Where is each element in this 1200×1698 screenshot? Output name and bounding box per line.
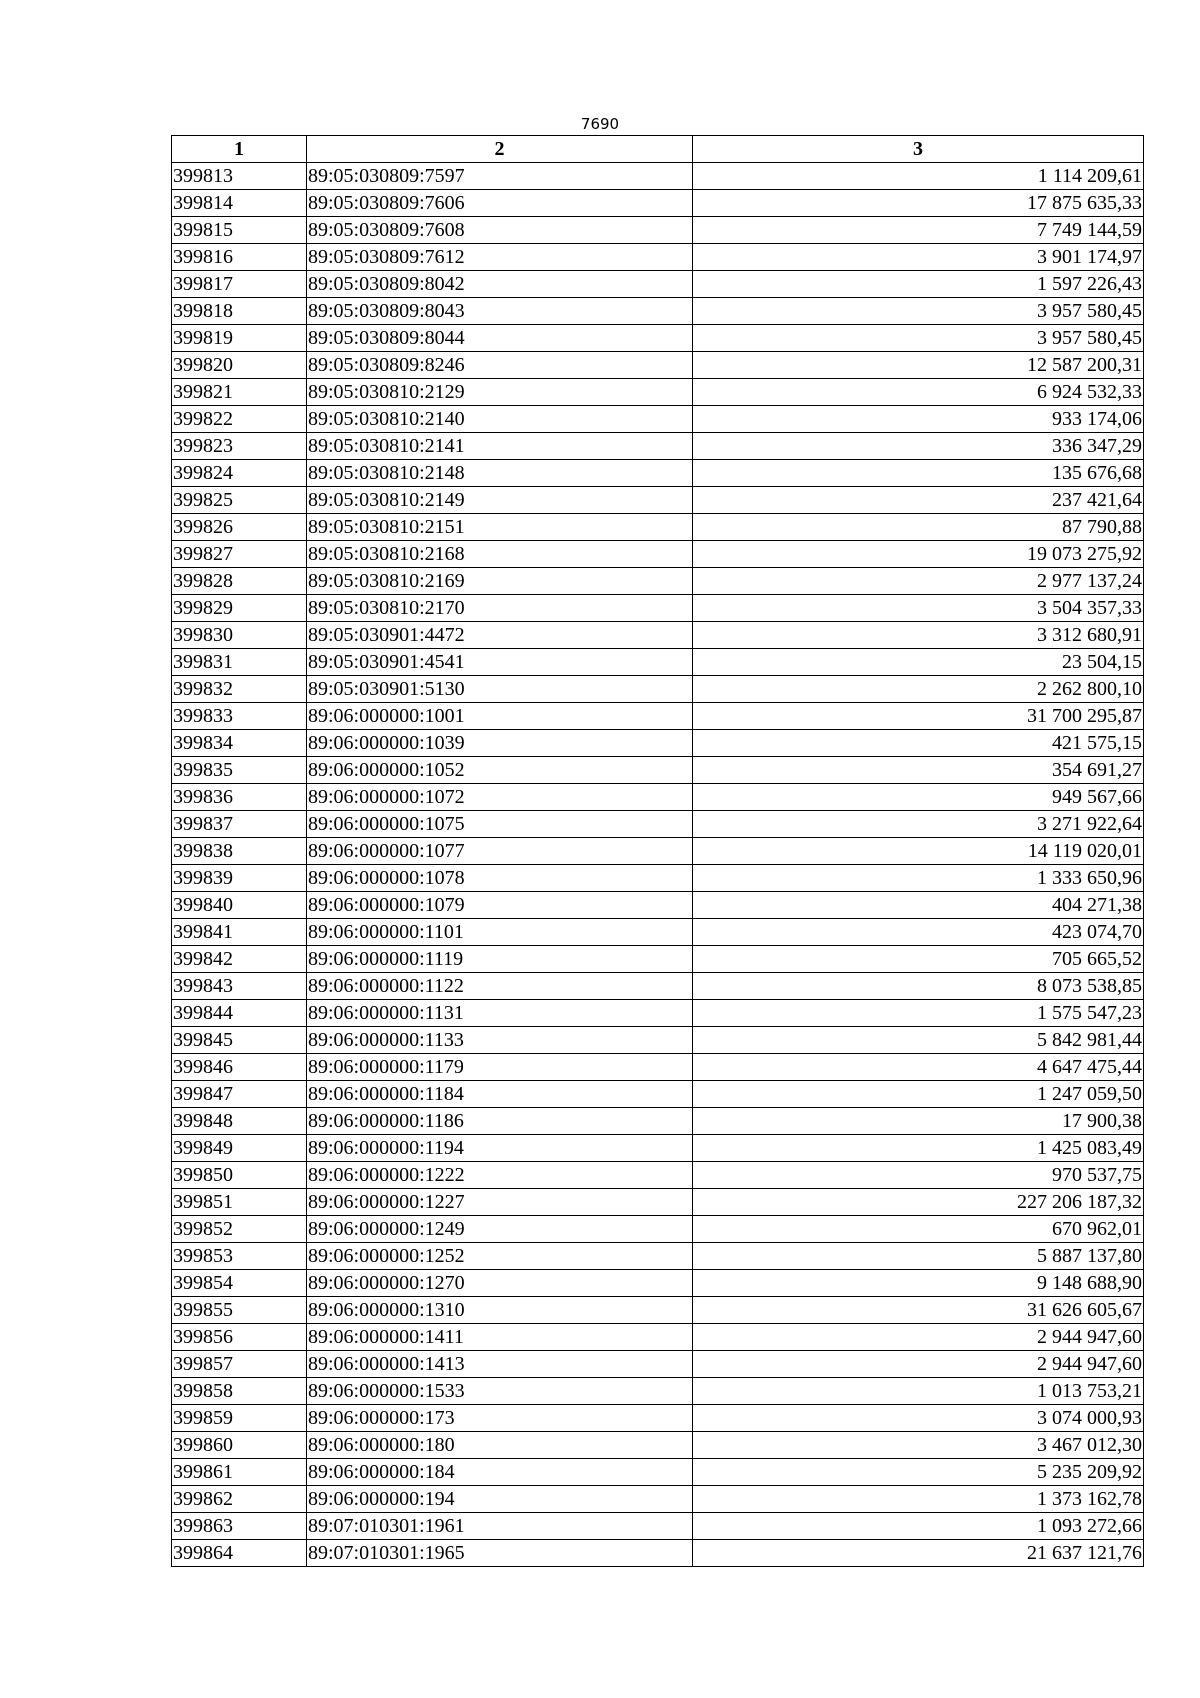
table-row xyxy=(172,946,1144,973)
cadastral-value-cell: 17 875 635,33 xyxy=(693,190,1144,217)
cadastral-value-cell: 1 575 547,23 xyxy=(693,1000,1144,1027)
cadastral-number-cell: 89:05:030810:2151 xyxy=(307,514,693,541)
row-number-cell: 399813 xyxy=(172,163,307,190)
table-row xyxy=(172,487,1144,514)
cadastral-number-cell: 89:06:000000:1072 xyxy=(307,784,693,811)
cadastral-number-cell: 89:06:000000:1133 xyxy=(307,1027,693,1054)
cadastral-value-cell: 1 373 162,78 xyxy=(693,1486,1144,1513)
cadastral-number-cell: 89:05:030901:4541 xyxy=(307,649,693,676)
table-row xyxy=(172,649,1144,676)
cadastral-number-cell: 89:05:030809:8044 xyxy=(307,325,693,352)
cadastral-value-cell: 5 842 981,44 xyxy=(693,1027,1144,1054)
table-row xyxy=(172,811,1144,838)
row-number-cell: 399838 xyxy=(172,838,307,865)
row-number-cell: 399861 xyxy=(172,1459,307,1486)
cadastral-value-cell: 31 626 605,67 xyxy=(693,1297,1144,1324)
table-row xyxy=(172,1459,1144,1486)
cadastral-value-cell: 135 676,68 xyxy=(693,460,1144,487)
table-row xyxy=(172,1270,1144,1297)
row-number-cell: 399830 xyxy=(172,622,307,649)
table-row xyxy=(172,1486,1144,1513)
table-row xyxy=(172,244,1144,271)
cadastral-value-cell: 3 957 580,45 xyxy=(693,298,1144,325)
table-row xyxy=(172,1216,1144,1243)
cadastral-value-cell: 14 119 020,01 xyxy=(693,838,1144,865)
table-row xyxy=(172,1189,1144,1216)
row-number-cell: 399821 xyxy=(172,379,307,406)
cadastral-number-cell: 89:06:000000:1001 xyxy=(307,703,693,730)
table-body xyxy=(172,163,1144,1567)
row-number-cell: 399818 xyxy=(172,298,307,325)
row-number-cell: 399839 xyxy=(172,865,307,892)
row-number-cell: 399834 xyxy=(172,730,307,757)
cadastral-number-cell: 89:05:030810:2170 xyxy=(307,595,693,622)
cadastral-number-cell: 89:06:000000:1039 xyxy=(307,730,693,757)
cadastral-value-cell: 421 575,15 xyxy=(693,730,1144,757)
cadastral-value-cell: 354 691,27 xyxy=(693,757,1144,784)
cadastral-number-cell: 89:05:030810:2149 xyxy=(307,487,693,514)
row-number-cell: 399850 xyxy=(172,1162,307,1189)
row-number-cell: 399855 xyxy=(172,1297,307,1324)
row-number-cell: 399825 xyxy=(172,487,307,514)
cadastral-value-cell: 1 093 272,66 xyxy=(693,1513,1144,1540)
cadastral-number-cell: 89:05:030809:7608 xyxy=(307,217,693,244)
row-number-cell: 399835 xyxy=(172,757,307,784)
cadastral-number-cell: 89:05:030810:2148 xyxy=(307,460,693,487)
table-row xyxy=(172,892,1144,919)
cadastral-value-cell: 17 900,38 xyxy=(693,1108,1144,1135)
table-row xyxy=(172,1243,1144,1270)
row-number-cell: 399837 xyxy=(172,811,307,838)
row-number-cell: 399859 xyxy=(172,1405,307,1432)
cadastral-value-cell: 933 174,06 xyxy=(693,406,1144,433)
cadastral-value-cell: 1 597 226,43 xyxy=(693,271,1144,298)
cadastral-number-cell: 89:06:000000:1079 xyxy=(307,892,693,919)
cadastral-number-cell: 89:05:030809:7606 xyxy=(307,190,693,217)
row-number-cell: 399864 xyxy=(172,1540,307,1567)
row-number-cell: 399836 xyxy=(172,784,307,811)
cadastral-value-cell: 949 567,66 xyxy=(693,784,1144,811)
row-number-cell: 399845 xyxy=(172,1027,307,1054)
cadastral-value-cell: 87 790,88 xyxy=(693,514,1144,541)
table-row xyxy=(172,865,1144,892)
table-row xyxy=(172,838,1144,865)
row-number-cell: 399816 xyxy=(172,244,307,271)
table-row xyxy=(172,730,1144,757)
cadastral-number-cell: 89:05:030901:5130 xyxy=(307,676,693,703)
cadastral-number-cell: 89:05:030809:7597 xyxy=(307,163,693,190)
cadastral-value-cell: 336 347,29 xyxy=(693,433,1144,460)
row-number-cell: 399826 xyxy=(172,514,307,541)
column-header-2: 2 xyxy=(307,136,693,163)
row-number-cell: 399833 xyxy=(172,703,307,730)
cadastral-number-cell: 89:06:000000:1194 xyxy=(307,1135,693,1162)
cadastral-value-cell: 1 425 083,49 xyxy=(693,1135,1144,1162)
row-number-cell: 399829 xyxy=(172,595,307,622)
cadastral-value-cell: 1 013 753,21 xyxy=(693,1378,1144,1405)
cadastral-number-cell: 89:06:000000:1131 xyxy=(307,1000,693,1027)
cadastral-number-cell: 89:06:000000:184 xyxy=(307,1459,693,1486)
column-header-1: 1 xyxy=(172,136,307,163)
cadastral-number-cell: 89:05:030809:7612 xyxy=(307,244,693,271)
row-number-cell: 399822 xyxy=(172,406,307,433)
cadastral-value-cell: 5 887 137,80 xyxy=(693,1243,1144,1270)
row-number-cell: 399827 xyxy=(172,541,307,568)
table-row xyxy=(172,1162,1144,1189)
cadastral-number-cell: 89:06:000000:1122 xyxy=(307,973,693,1000)
table-row xyxy=(172,541,1144,568)
cadastral-number-cell: 89:06:000000:1413 xyxy=(307,1351,693,1378)
table-header xyxy=(172,136,1144,163)
table-row xyxy=(172,622,1144,649)
row-number-cell: 399857 xyxy=(172,1351,307,1378)
row-number-cell: 399853 xyxy=(172,1243,307,1270)
row-number-cell: 399852 xyxy=(172,1216,307,1243)
cadastral-value-cell: 6 924 532,33 xyxy=(693,379,1144,406)
cadastral-value-cell: 423 074,70 xyxy=(693,919,1144,946)
table-row xyxy=(172,973,1144,1000)
row-number-cell: 399817 xyxy=(172,271,307,298)
row-number-cell: 399824 xyxy=(172,460,307,487)
row-number-cell: 399842 xyxy=(172,946,307,973)
row-number-cell: 399862 xyxy=(172,1486,307,1513)
cadastral-number-cell: 89:06:000000:194 xyxy=(307,1486,693,1513)
row-number-cell: 399815 xyxy=(172,217,307,244)
row-number-cell: 399858 xyxy=(172,1378,307,1405)
cadastral-number-cell: 89:06:000000:1179 xyxy=(307,1054,693,1081)
table-row xyxy=(172,379,1144,406)
row-number-cell: 399860 xyxy=(172,1432,307,1459)
table-row xyxy=(172,217,1144,244)
cadastral-value-cell: 3 901 174,97 xyxy=(693,244,1144,271)
table-row xyxy=(172,271,1144,298)
row-number-cell: 399851 xyxy=(172,1189,307,1216)
cadastral-value-cell: 237 421,64 xyxy=(693,487,1144,514)
table-row xyxy=(172,1054,1144,1081)
row-number-cell: 399828 xyxy=(172,568,307,595)
cadastral-number-cell: 89:06:000000:1078 xyxy=(307,865,693,892)
table-row xyxy=(172,919,1144,946)
cadastral-number-cell: 89:06:000000:1270 xyxy=(307,1270,693,1297)
cadastral-number-cell: 89:05:030810:2169 xyxy=(307,568,693,595)
row-number-cell: 399863 xyxy=(172,1513,307,1540)
table-row xyxy=(172,352,1144,379)
cadastral-value-cell: 2 944 947,60 xyxy=(693,1351,1144,1378)
table-row xyxy=(172,1405,1144,1432)
cadastral-value-cell: 1 333 650,96 xyxy=(693,865,1144,892)
cadastral-value-cell: 5 235 209,92 xyxy=(693,1459,1144,1486)
header-row xyxy=(172,136,1144,163)
cadastral-number-cell: 89:06:000000:1119 xyxy=(307,946,693,973)
row-number-cell: 399844 xyxy=(172,1000,307,1027)
cadastral-number-cell: 89:06:000000:1186 xyxy=(307,1108,693,1135)
cadastral-number-cell: 89:06:000000:180 xyxy=(307,1432,693,1459)
table-row xyxy=(172,595,1144,622)
cadastral-value-cell: 12 587 200,31 xyxy=(693,352,1144,379)
cadastral-value-table xyxy=(171,135,1144,1567)
cadastral-value-cell: 670 962,01 xyxy=(693,1216,1144,1243)
table-row xyxy=(172,325,1144,352)
cadastral-number-cell: 89:06:000000:1101 xyxy=(307,919,693,946)
cadastral-value-cell: 3 504 357,33 xyxy=(693,595,1144,622)
cadastral-value-cell: 970 537,75 xyxy=(693,1162,1144,1189)
table-row xyxy=(172,1027,1144,1054)
table-row xyxy=(172,1081,1144,1108)
cadastral-number-cell: 89:06:000000:1249 xyxy=(307,1216,693,1243)
cadastral-number-cell: 89:05:030809:8042 xyxy=(307,271,693,298)
cadastral-value-cell: 31 700 295,87 xyxy=(693,703,1144,730)
cadastral-number-cell: 89:05:030810:2140 xyxy=(307,406,693,433)
cadastral-number-cell: 89:06:000000:173 xyxy=(307,1405,693,1432)
cadastral-number-cell: 89:06:000000:1227 xyxy=(307,1189,693,1216)
row-number-cell: 399840 xyxy=(172,892,307,919)
cadastral-number-cell: 89:06:000000:1533 xyxy=(307,1378,693,1405)
row-number-cell: 399854 xyxy=(172,1270,307,1297)
cadastral-value-cell: 227 206 187,32 xyxy=(693,1189,1144,1216)
cadastral-value-cell: 3 271 922,64 xyxy=(693,811,1144,838)
cadastral-number-cell: 89:06:000000:1075 xyxy=(307,811,693,838)
cadastral-value-cell: 8 073 538,85 xyxy=(693,973,1144,1000)
cadastral-number-cell: 89:05:030809:8043 xyxy=(307,298,693,325)
cadastral-number-cell: 89:07:010301:1965 xyxy=(307,1540,693,1567)
row-number-cell: 399814 xyxy=(172,190,307,217)
row-number-cell: 399843 xyxy=(172,973,307,1000)
table-row xyxy=(172,406,1144,433)
cadastral-value-cell: 705 665,52 xyxy=(693,946,1144,973)
cadastral-number-cell: 89:06:000000:1411 xyxy=(307,1324,693,1351)
row-number-cell: 399841 xyxy=(172,919,307,946)
cadastral-value-cell: 9 148 688,90 xyxy=(693,1270,1144,1297)
table-row xyxy=(172,460,1144,487)
cadastral-number-cell: 89:05:030810:2141 xyxy=(307,433,693,460)
table-row xyxy=(172,757,1144,784)
cadastral-value-cell: 4 647 475,44 xyxy=(693,1054,1144,1081)
cadastral-value-cell: 2 977 137,24 xyxy=(693,568,1144,595)
cadastral-number-cell: 89:06:000000:1077 xyxy=(307,838,693,865)
row-number-cell: 399848 xyxy=(172,1108,307,1135)
table-row xyxy=(172,1432,1144,1459)
table-row xyxy=(172,1297,1144,1324)
cadastral-value-cell: 404 271,38 xyxy=(693,892,1144,919)
table-row xyxy=(172,163,1144,190)
table-row xyxy=(172,190,1144,217)
row-number-cell: 399849 xyxy=(172,1135,307,1162)
cadastral-number-cell: 89:06:000000:1052 xyxy=(307,757,693,784)
page-number: 7690 xyxy=(580,115,620,133)
row-number-cell: 399819 xyxy=(172,325,307,352)
row-number-cell: 399823 xyxy=(172,433,307,460)
cadastral-value-cell: 7 749 144,59 xyxy=(693,217,1144,244)
cadastral-number-cell: 89:05:030810:2129 xyxy=(307,379,693,406)
cadastral-value-cell: 19 073 275,92 xyxy=(693,541,1144,568)
row-number-cell: 399847 xyxy=(172,1081,307,1108)
cadastral-value-cell: 1 247 059,50 xyxy=(693,1081,1144,1108)
table-row xyxy=(172,1135,1144,1162)
row-number-cell: 399820 xyxy=(172,352,307,379)
table-row xyxy=(172,514,1144,541)
table-row xyxy=(172,568,1144,595)
cadastral-value-cell: 3 074 000,93 xyxy=(693,1405,1144,1432)
row-number-cell: 399846 xyxy=(172,1054,307,1081)
cadastral-value-cell: 2 944 947,60 xyxy=(693,1324,1144,1351)
cadastral-number-cell: 89:05:030901:4472 xyxy=(307,622,693,649)
row-number-cell: 399832 xyxy=(172,676,307,703)
cadastral-number-cell: 89:05:030810:2168 xyxy=(307,541,693,568)
cadastral-number-cell: 89:05:030809:8246 xyxy=(307,352,693,379)
table-row xyxy=(172,1540,1144,1567)
cadastral-value-cell: 1 114 209,61 xyxy=(693,163,1144,190)
cadastral-number-cell: 89:06:000000:1310 xyxy=(307,1297,693,1324)
table-row xyxy=(172,1513,1144,1540)
cadastral-value-cell: 3 312 680,91 xyxy=(693,622,1144,649)
table-row xyxy=(172,1108,1144,1135)
cadastral-number-cell: 89:06:000000:1184 xyxy=(307,1081,693,1108)
row-number-cell: 399831 xyxy=(172,649,307,676)
row-number-cell: 399856 xyxy=(172,1324,307,1351)
table-row xyxy=(172,1324,1144,1351)
table-row xyxy=(172,433,1144,460)
cadastral-value-cell: 3 467 012,30 xyxy=(693,1432,1144,1459)
table-row xyxy=(172,1351,1144,1378)
table-row xyxy=(172,1378,1144,1405)
table-row xyxy=(172,1000,1144,1027)
table-row xyxy=(172,676,1144,703)
table-row xyxy=(172,703,1144,730)
cadastral-value-cell: 2 262 800,10 xyxy=(693,676,1144,703)
cadastral-number-cell: 89:07:010301:1961 xyxy=(307,1513,693,1540)
cadastral-number-cell: 89:06:000000:1222 xyxy=(307,1162,693,1189)
cadastral-value-cell: 23 504,15 xyxy=(693,649,1144,676)
column-header-3: 3 xyxy=(693,136,1144,163)
cadastral-number-cell: 89:06:000000:1252 xyxy=(307,1243,693,1270)
table-row xyxy=(172,784,1144,811)
cadastral-value-cell: 3 957 580,45 xyxy=(693,325,1144,352)
table-row xyxy=(172,298,1144,325)
cadastral-value-cell: 21 637 121,76 xyxy=(693,1540,1144,1567)
